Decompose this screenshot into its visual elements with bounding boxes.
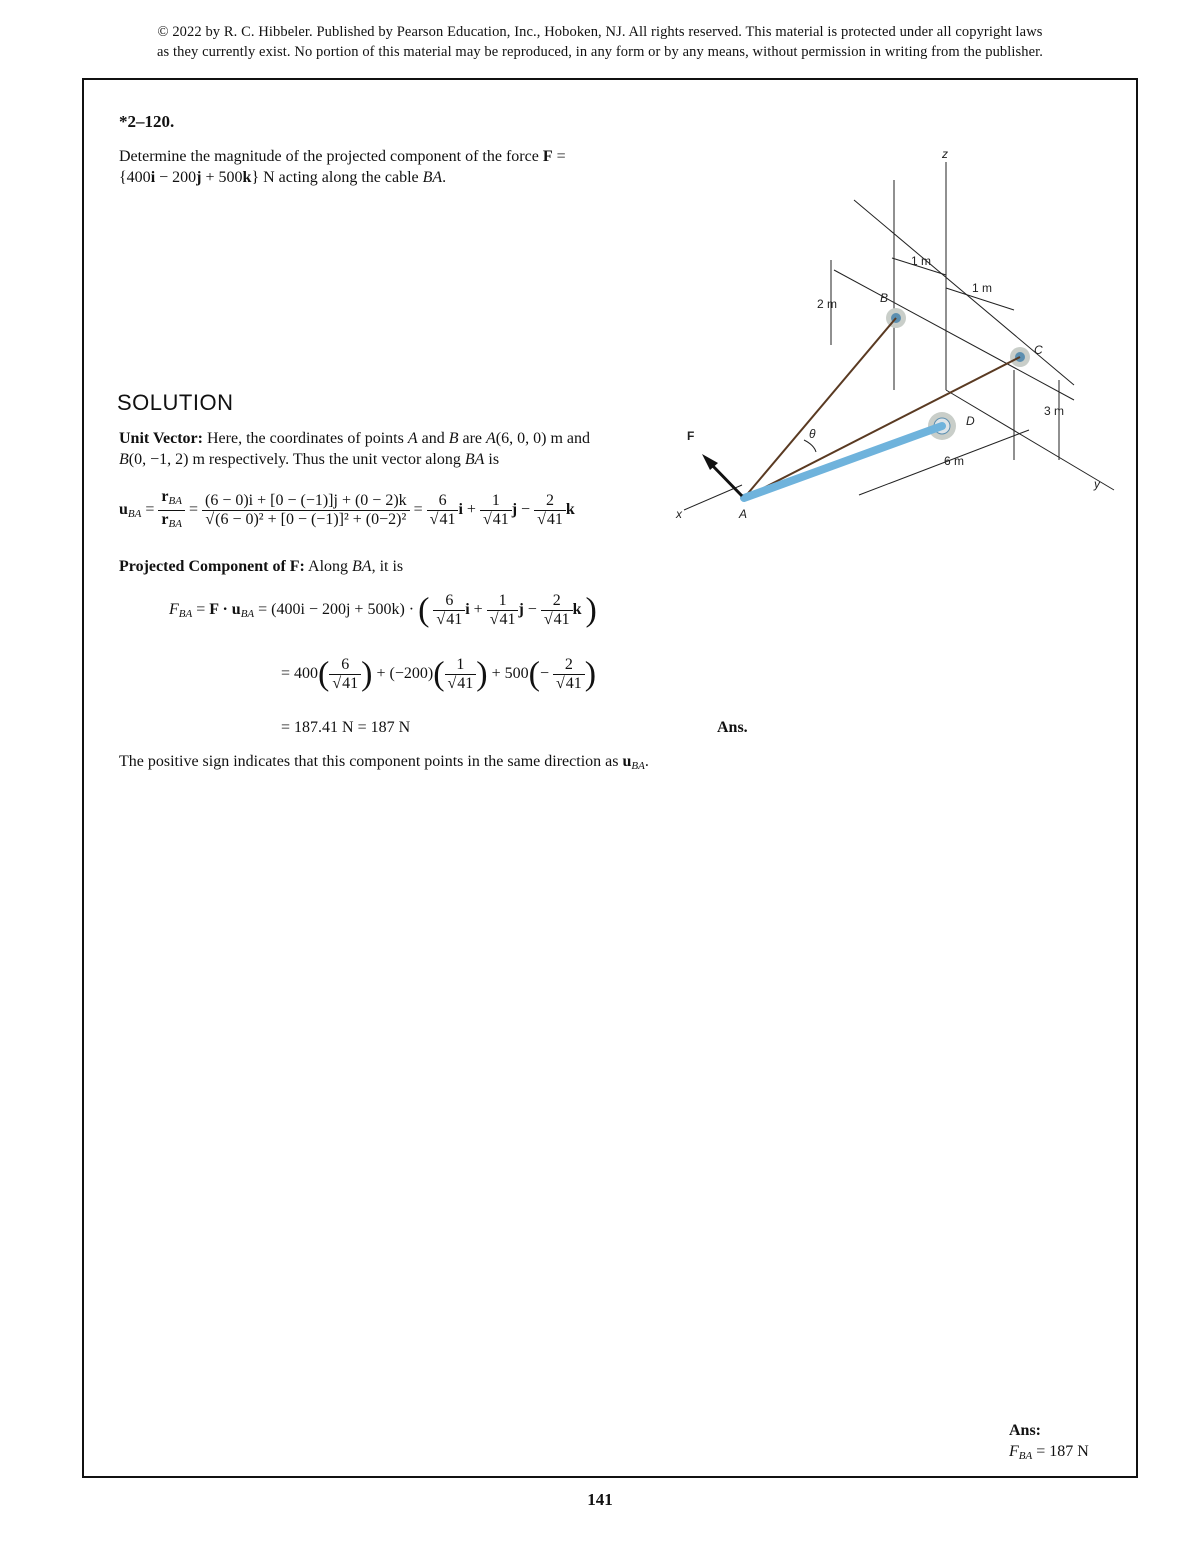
statement-text: Determine the magnitude of the projected component of the force [119,148,543,165]
eq-fraction-1: $\frac{6}{√41}$ [433,592,465,629]
eq-coefficient: (−200) [389,665,434,683]
paragraph-text: (0, −1, 2) m respectively. Thus the unit vector along [128,451,465,468]
conclusion-text [119,751,649,777]
eq-subscript: BA [240,608,255,621]
solution-heading: SOLUTION [117,390,234,415]
unit-vector-title: Unit Vector: [119,430,203,447]
point-b-label: B [880,291,889,305]
eq-numerator: 1 [480,492,512,511]
statement-text: } N acting along the cable [251,169,423,186]
eq-denominator: 41 [439,511,456,528]
eq-denominator: (6 − 0)² + [0 − (−1)]² + (0−2)² [215,511,407,528]
eq-numerator: 2 [553,656,585,675]
point-d-label: D [966,414,975,428]
paragraph-text: , it is [371,558,404,575]
eq-symbol: u [119,501,128,519]
eq-fraction-3: $\frac{2}{√41}$ [534,492,566,529]
force-f-arrow [709,462,744,498]
unit-vector-paragraph [119,428,679,470]
eq-numerator: 2 [534,492,566,511]
eq-subscript: BA [127,508,142,521]
cable-name: BA [422,169,443,186]
eq-numerator: (6 − 0)i + [0 − (−1)]j + (0 − 2)k [202,492,410,511]
paragraph-text: B [448,430,459,447]
wall-top-edge [834,270,1074,400]
answer-subscript: BA [1018,1450,1033,1462]
statement-text: + 500 [201,169,243,186]
eq-numerator: 2 [541,592,573,611]
paragraph-text: and [417,430,449,447]
eq-numerator: 6 [329,656,361,675]
eq-denominator: 41 [342,675,359,692]
problem-frame [82,78,1138,1478]
eq-denominator: 41 [546,511,563,528]
eq-fraction-2: $\frac{1}{√41}$ [445,656,477,693]
answer-label: Ans: [1009,1422,1042,1439]
paragraph-text: A [486,430,496,447]
paragraph-text: (6, 0, 0) m and [495,430,590,447]
force-f-label: F [687,429,695,443]
paragraph-text: BA [464,451,485,468]
paragraph-text: are [458,430,487,447]
statement-text: − 200 [155,169,197,186]
unit-k: k [242,169,252,186]
statement-text: . [442,169,447,186]
eq-denominator: 41 [499,611,516,628]
projected-title: Projected Component of F: [119,558,305,575]
equation-unit-vector: $u_{BA}$ = $\frac{r_{BA}}{r_{BA}}$ = $\frac{(6 - 0)i + [0 - (-1)]j + (0 - 2)k}{\text{√(6 − 0)² + [0 − (−1)]² + (0−2)²}}$ = $\frac{6}{√41}$ i + $\frac{1}{√41}$ j − $\frac{2}{√41}$ k [119,488,575,533]
theta-arc [804,440,816,452]
eq-fraction-1: $\frac{6}{√41}$ [329,656,361,693]
copyright-line-2: as they currently exist. No portion of this material may be reproduced, in any form or by any means, without permission in writing from the publisher. [156,44,1044,60]
answer-symbol: F [1009,1443,1019,1460]
eq-coefficient: 400 [294,665,319,683]
eq-numerator: 1 [487,592,519,611]
point-c-label: C [1034,343,1043,357]
y-axis-label: y [1094,477,1100,491]
eq-symbol: F [169,601,179,619]
unit-i: i [150,169,156,186]
y-axis [946,390,1114,490]
unit-j: j [196,169,202,186]
eq-denominator: 41 [565,675,582,692]
copyright-notice [60,22,1140,62]
dim-1m-a-label: 1 m [911,254,932,268]
ans-label: Ans. [717,719,748,736]
eq-denominator: 41 [492,511,509,528]
x-axis-label: x [676,507,682,521]
eq-force-vector: (400i − 200j + 500k) · [271,601,415,619]
equation-projection: $F_{BA} = F \cdot u_{BA} = (400i - 200j + 500k)$ · ( $\frac{6}{√41}$ i + $\frac{1}{√41}$ j − $\frac{2}{√41}$ k ) [169,591,597,629]
eq-fraction-r: $\frac{r_{BA}}{r_{BA}}$ [158,488,185,533]
eq-fraction-3: $\frac{2}{√41}$ [541,592,573,629]
problem-statement [119,146,599,188]
paragraph-text: . [644,753,649,770]
eq-numerator: 6 [427,492,459,511]
eq-coefficient: 500 [504,665,529,683]
statement-text: = {400 [119,148,566,186]
eq-symbol: r [161,511,169,528]
copyright-line-1: © 2022 by R. C. Hibbeler. Published by Pearson Education, Inc., Hoboken, NJ. All rights reserved. This material is protected under all copyright laws [157,24,1043,40]
cable-ac [744,357,1020,498]
paragraph-text: is [484,451,500,468]
paragraph-text: A [407,430,418,447]
eq-fraction-1: $\frac{6}{√41}$ [427,492,459,529]
paragraph-text: BA [352,558,372,575]
page-number: 141 [587,1490,613,1509]
statement-force-symbol: F [542,148,553,165]
point-a-icon [741,495,747,501]
dim-3m-label: 3 m [1044,404,1065,418]
eq-fraction-2: $\frac{1}{√41}$ [487,592,519,629]
projected-paragraph [119,556,403,577]
eq-subscript: BA [631,760,645,772]
eq-denominator: 41 [457,675,474,692]
eq-denominator: 41 [553,611,570,628]
problem-diagram [674,140,1124,521]
dim-2m-label: 2 m [817,297,838,311]
eq-fraction-2: $\frac{1}{√41}$ [480,492,512,529]
eq-fraction-main: $\frac{(6 - 0)i + [0 - (-1)]j + (0 - 2)k}{\text{√(6 − 0)² + [0 − (−1)]² + (0−2)²}}$ [202,492,410,529]
paragraph-text: B [119,451,129,468]
z-axis-label: z [942,147,948,161]
answer-box [1009,1420,1089,1467]
paragraph-text: Along [304,558,353,575]
eq-symbol: F · u [209,601,241,619]
eq-symbol: u [622,753,632,770]
eq-subscript: BA [178,608,193,621]
equation-expanded: = 400( $\frac{6}{√41}$ ) + (−200)( $\frac{1}{√41}$ ) + 500(− $\frac{2}{√41}$ ) [281,655,597,693]
eq-numerator: 6 [433,592,465,611]
eq-symbol: r [161,488,169,505]
eq-fraction-3: $\frac{2}{√41}$ [553,656,585,693]
equation-result: = 187.41 N = 187 N [281,719,411,736]
answer-value: = 187 N [1032,1443,1089,1460]
eq-denominator: 41 [446,611,463,628]
paragraph-text: The positive sign indicates that this component points in the same direction as [119,753,623,770]
theta-label: θ [809,427,816,441]
paragraph-text: Here, the coordinates of points [202,430,408,447]
problem-number: *2–120. [119,112,175,131]
dim-6m-label: 6 m [944,454,965,468]
point-a-label: A [739,507,748,521]
eq-numerator: 1 [445,656,477,675]
dim-1m-b-label: 1 m [972,281,993,295]
